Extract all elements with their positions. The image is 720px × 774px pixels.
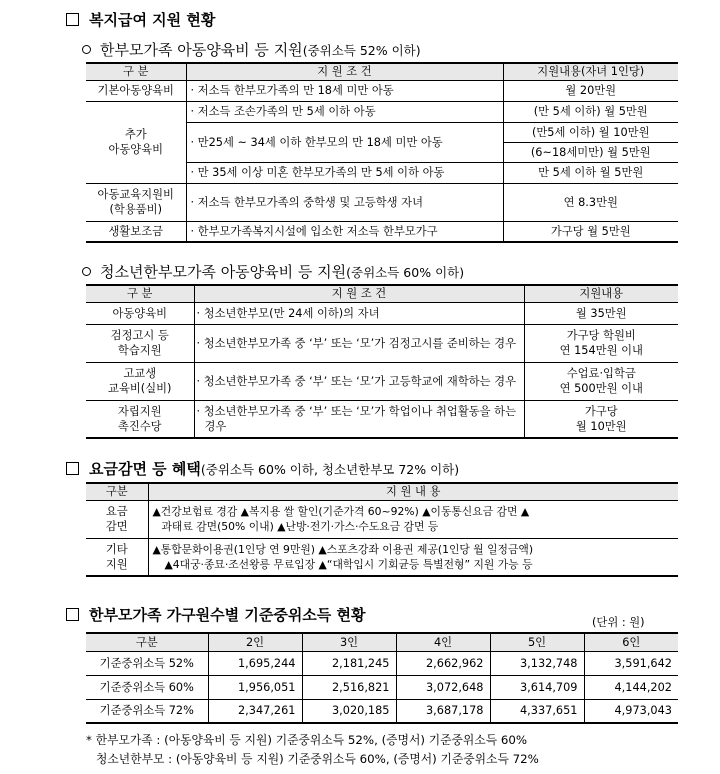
row-condition: · 저소득 조손가족의 만 5세 이하 아동 bbox=[186, 101, 503, 122]
table-row bbox=[86, 651, 678, 675]
cell-value: 3,614,709 bbox=[490, 675, 584, 699]
row-amount: 연 8.3만원 bbox=[503, 183, 678, 221]
cell-value: 2,181,245 bbox=[302, 651, 396, 675]
row-condition: · 저소득 한부모가족의 만 18세 미만 아동 bbox=[186, 80, 503, 101]
row-category: 기준중위소득 52% bbox=[86, 651, 208, 675]
row-category: 추가 아동양육비 bbox=[86, 101, 186, 183]
section-title-text: 한부모가족 가구원수별 기준중위소득 현황 bbox=[89, 606, 366, 624]
section-title-fee-reduction bbox=[66, 458, 459, 479]
footnote: 청소년한부모 : (아동양육비 등 지원) 기준중위소득 60%, (증명서) 기준중위소득 72% bbox=[96, 752, 539, 766]
single-parent-support-table bbox=[86, 62, 678, 243]
row-category: 기타 지원 bbox=[86, 538, 148, 576]
header-amount: 지원내용 bbox=[524, 285, 678, 302]
row-amount: (만5세 이하) 월 10만원 bbox=[504, 123, 679, 143]
row-amount: 월 20만원 bbox=[503, 80, 678, 101]
content-line: ▲통합문화이용권(1인당 연 9만원) ▲스포츠강좌 이용권 제공(1인당 월 일정금액) bbox=[152, 542, 534, 556]
cell-value: 3,072,648 bbox=[396, 675, 490, 699]
row-amount: 수업료·입학금 연 500만원 이내 bbox=[524, 362, 678, 400]
table-row bbox=[86, 221, 678, 242]
row-amount: 가구당 월 5만원 bbox=[503, 221, 678, 242]
table-row bbox=[86, 538, 678, 576]
cell-value: 1,695,244 bbox=[208, 651, 302, 675]
header-condition: 지 원 조 건 bbox=[194, 285, 524, 302]
row-amount-split bbox=[503, 122, 678, 162]
subsection-title-youth-single-parent bbox=[82, 261, 464, 282]
row-category: 요금 감면 bbox=[86, 500, 148, 538]
row-condition: · 청소년한부모가족 중 ‘부’ 또는 ‘모’가 검정고시를 준비하는 경우 bbox=[194, 324, 524, 362]
cell-value: 4,973,043 bbox=[584, 699, 678, 723]
cell-value: 4,144,202 bbox=[584, 675, 678, 699]
header-category: 구분 bbox=[86, 483, 148, 500]
row-category: 검정고시 등 학습지원 bbox=[86, 324, 194, 362]
table-row bbox=[86, 699, 678, 723]
checkbox-square-icon bbox=[66, 462, 79, 475]
row-condition: · 청소년한부모가족 중 ‘부’ 또는 ‘모’가 학업이나 취업활동을 하는 경우 bbox=[194, 400, 524, 438]
row-amount: 만 5세 이하 월 5만원 bbox=[503, 162, 678, 183]
table-row bbox=[86, 324, 678, 362]
table-row bbox=[86, 101, 678, 122]
row-category: 기준중위소득 72% bbox=[86, 699, 208, 723]
cell-value: 2,347,261 bbox=[208, 699, 302, 723]
row-condition: · 한부모가족복지시설에 입소한 저소득 한부모가구 bbox=[186, 221, 503, 242]
header-category: 구 분 bbox=[86, 285, 194, 302]
header-content: 지 원 내 용 bbox=[148, 483, 678, 500]
row-category: 생활보조금 bbox=[86, 221, 186, 242]
cell-value: 3,687,178 bbox=[396, 699, 490, 723]
row-category: 기준중위소득 60% bbox=[86, 675, 208, 699]
cell-value: 2,516,821 bbox=[302, 675, 396, 699]
section-title-median-income bbox=[66, 604, 366, 625]
subsection-title-text: 청소년한부모가족 아동양육비 등 지원 bbox=[100, 263, 347, 281]
table-row bbox=[86, 362, 678, 400]
row-condition: · 만25세 ~ 34세 이하 한부모의 만 18세 미만 아동 bbox=[186, 122, 503, 162]
cell-value: 3,591,642 bbox=[584, 651, 678, 675]
row-content bbox=[148, 500, 678, 538]
table-row bbox=[86, 500, 678, 538]
checkbox-square-icon bbox=[66, 608, 79, 621]
subsection-note: (중위소득 60% 이하) bbox=[346, 264, 465, 280]
circle-bullet-icon bbox=[82, 267, 91, 276]
table-row bbox=[86, 400, 678, 438]
row-amount: (6~18세미만) 월 5만원 bbox=[530, 145, 651, 159]
subsection-note: (중위소득 52% 이하) bbox=[302, 42, 421, 58]
circle-bullet-icon bbox=[82, 45, 91, 54]
row-category: 아동양육비 bbox=[86, 302, 194, 324]
row-category: 고교생 교육비(실비) bbox=[86, 362, 194, 400]
row-condition: · 청소년한부모가족 중 ‘부’ 또는 ‘모’가 고등학교에 재학하는 경우 bbox=[194, 362, 524, 400]
subsection-title-text: 한부모가족 아동양육비 등 지원 bbox=[100, 41, 303, 59]
header-category: 구 분 bbox=[86, 63, 186, 80]
youth-single-parent-support-table bbox=[86, 284, 678, 439]
row-amount: 월 35만원 bbox=[524, 302, 678, 324]
row-category: 아동교육지원비 (학용품비) bbox=[86, 183, 186, 221]
header-6p: 6인 bbox=[584, 633, 678, 651]
row-amount: (만 5세 이하) 월 5만원 bbox=[503, 101, 678, 122]
section-title-text: 복지급여 지원 현황 bbox=[89, 11, 216, 29]
fee-reduction-table bbox=[86, 482, 678, 577]
header-2p: 2인 bbox=[208, 633, 302, 651]
row-amount: 가구당 월 10만원 bbox=[524, 400, 678, 438]
section-note: (중위소득 60% 이하, 청소년한부모 72% 이하) bbox=[200, 461, 460, 477]
header-5p: 5인 bbox=[490, 633, 584, 651]
header-amount: 지원내용(자녀 1인당) bbox=[503, 63, 678, 80]
unit-label: (단위 : 원) bbox=[592, 616, 645, 629]
cell-value: 4,337,651 bbox=[490, 699, 584, 723]
median-income-table bbox=[86, 632, 678, 724]
row-content bbox=[148, 538, 678, 576]
content-line: 과태료 감면(50% 이내) ▲난방·전기·가스·수도요금 감면 등 bbox=[161, 520, 439, 533]
cell-value: 3,020,185 bbox=[302, 699, 396, 723]
row-condition: · 만 35세 이상 미혼 한부모가족의 만 5세 이하 아동 bbox=[186, 162, 503, 183]
header-3p: 3인 bbox=[302, 633, 396, 651]
row-amount: 가구당 학원비 연 154만원 이내 bbox=[524, 324, 678, 362]
row-category: 기본아동양육비 bbox=[86, 80, 186, 101]
header-condition: 지 원 조 건 bbox=[186, 63, 503, 80]
footnote: * 한부모가족 : (아동양육비 등 지원) 기준중위소득 52%, (증명서) 기준중위소득 60% bbox=[86, 733, 528, 747]
section-title-text: 요금감면 등 혜택 bbox=[89, 460, 201, 478]
row-condition: · 청소년한부모(만 24세 이하)의 자녀 bbox=[194, 302, 524, 324]
checkbox-square-icon bbox=[66, 13, 79, 26]
subsection-title-single-parent bbox=[82, 39, 421, 60]
row-category: 자립지원 촉진수당 bbox=[86, 400, 194, 438]
cell-value: 2,662,962 bbox=[396, 651, 490, 675]
header-4p: 4인 bbox=[396, 633, 490, 651]
table-row bbox=[86, 80, 678, 101]
content-line: ▲건강보험료 경감 ▲복지용 쌀 할인(기준가격 60~92%) ▲이동통신요금 감면 ▲ bbox=[152, 505, 530, 518]
content-line: ▲4대궁·종묘·조선왕릉 무료입장 ▲“대학입시 기회균등 특별전형” 지원 가능 등 bbox=[164, 557, 533, 571]
row-condition: · 저소득 한부모가족의 중학생 및 고등학생 자녀 bbox=[186, 183, 503, 221]
section-title-welfare bbox=[66, 9, 215, 30]
cell-value: 3,132,748 bbox=[490, 651, 584, 675]
header-category: 구분 bbox=[86, 633, 208, 651]
table-row bbox=[86, 302, 678, 324]
table-row bbox=[86, 675, 678, 699]
table-row bbox=[86, 183, 678, 221]
cell-value: 1,956,051 bbox=[208, 675, 302, 699]
